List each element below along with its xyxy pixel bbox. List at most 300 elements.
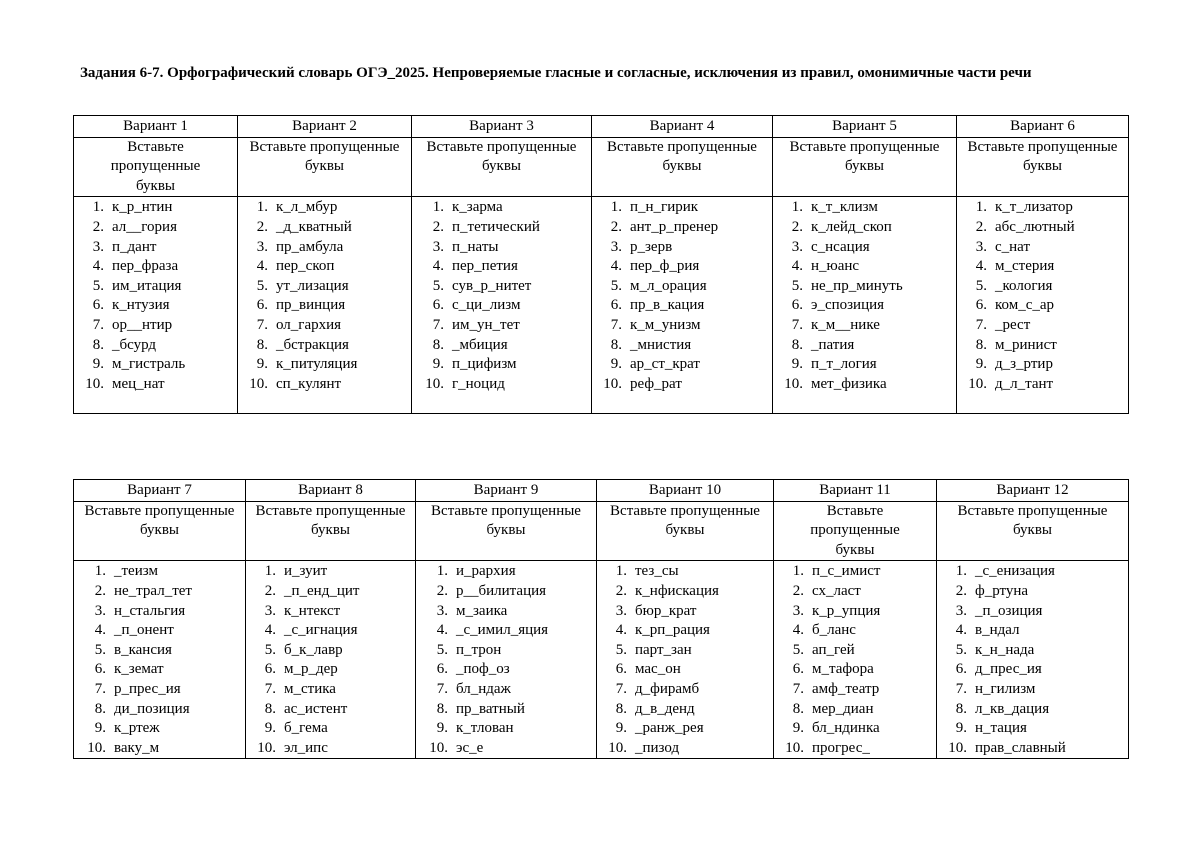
word-with-gaps: _с_имил_яция (456, 622, 549, 639)
item-number: 6. (92, 297, 104, 314)
item-number: 6. (955, 661, 967, 678)
word-with-gaps: эс_е (456, 739, 484, 756)
list-item (594, 375, 770, 395)
item-number: 9. (432, 356, 444, 373)
word-with-gaps: п_т_логия (811, 356, 877, 373)
list-item (418, 641, 594, 661)
word-with-gaps: б_гема (284, 720, 328, 737)
variant-header: Вариант 3 (412, 116, 592, 138)
list-item (414, 238, 589, 258)
item-number: 2. (256, 218, 268, 235)
list-item (240, 198, 409, 218)
item-number: 8. (92, 336, 104, 353)
item-number: 6. (975, 297, 987, 314)
list-item (248, 602, 413, 622)
word-with-gaps: и_рархия (456, 563, 516, 580)
list-item (599, 739, 771, 759)
item-number: 4. (264, 622, 276, 639)
item-number: 2. (792, 582, 804, 599)
word-with-gaps: м_тафора (812, 661, 874, 678)
item-number: 3. (791, 238, 803, 255)
item-number: 7. (94, 680, 106, 697)
word-list-cell (592, 197, 773, 414)
word-with-gaps: пр_ватный (456, 700, 525, 717)
item-number: 7. (256, 316, 268, 333)
list-item (76, 680, 243, 700)
list-item (776, 602, 934, 622)
instruction-cell: Вставьте пропущенные буквы (773, 137, 957, 197)
word-with-gaps: _теизм (114, 563, 158, 580)
word-with-gaps: ар_ст_крат (630, 356, 700, 373)
instruction-cell: Вставьте пропущенные буквы (412, 137, 592, 197)
words-row (74, 197, 1129, 414)
item-number: 9. (264, 720, 276, 737)
item-number: 9. (256, 356, 268, 373)
item-number: 1. (94, 563, 106, 580)
word-list (414, 198, 589, 394)
word-with-gaps: к_земат (114, 661, 164, 678)
word-with-gaps: им_итация (112, 277, 182, 294)
list-item (240, 238, 409, 258)
item-number: 5. (256, 277, 268, 294)
item-number: 4. (615, 622, 627, 639)
item-number: 10. (608, 739, 627, 756)
word-with-gaps: мец_нат (112, 375, 165, 392)
list-item (248, 700, 413, 720)
list-item (939, 621, 1126, 641)
instruction-cell: Вставьте пропущенные буквы (246, 501, 416, 561)
list-item (594, 336, 770, 356)
word-list-cell (238, 197, 412, 414)
list-item (414, 375, 589, 395)
item-number: 4. (94, 622, 106, 639)
item-number: 5. (610, 277, 622, 294)
list-item (775, 375, 954, 395)
item-number: 8. (436, 700, 448, 717)
list-item (76, 700, 243, 720)
list-item (76, 296, 235, 316)
item-number: 4. (436, 622, 448, 639)
item-number: 8. (264, 700, 276, 717)
item-number: 1. (436, 563, 448, 580)
list-item (76, 198, 235, 218)
list-item (775, 277, 954, 297)
variant-header: Вариант 6 (957, 116, 1129, 138)
list-item (959, 238, 1126, 258)
word-list-cell (773, 197, 957, 414)
item-number: 7. (92, 316, 104, 333)
list-item (418, 700, 594, 720)
list-item (240, 218, 409, 238)
word-with-gaps: пр_амбула (276, 238, 344, 255)
list-item (939, 680, 1126, 700)
word-with-gaps: _пизод (635, 739, 680, 756)
word-with-gaps: пер_ф_рия (630, 258, 700, 275)
item-number: 5. (791, 277, 803, 294)
word-with-gaps: пр_винция (276, 297, 346, 314)
word-with-gaps: бюр_крат (635, 602, 697, 619)
word-with-gaps: _кология (995, 277, 1053, 294)
word-with-gaps: с_ци_лизм (452, 297, 521, 314)
item-number: 1. (792, 563, 804, 580)
word-with-gaps: к_р_нтин (112, 199, 173, 216)
item-number: 3. (256, 238, 268, 255)
word-with-gaps: к_тлован (456, 720, 514, 737)
variant-header: Вариант 1 (74, 116, 238, 138)
list-item (939, 700, 1126, 720)
word-list (939, 562, 1126, 758)
word-list (599, 562, 771, 758)
list-item (418, 660, 594, 680)
item-number: 5. (432, 277, 444, 294)
word-with-gaps: амф_театр (812, 680, 880, 697)
word-with-gaps: бл_ндинка (812, 720, 880, 737)
word-list (76, 562, 243, 758)
item-number: 9. (436, 720, 448, 737)
word-with-gaps: г_ноцид (452, 375, 505, 392)
list-item (418, 602, 594, 622)
list-item (414, 355, 589, 375)
list-item (594, 218, 770, 238)
word-with-gaps: н_гилизм (975, 680, 1036, 697)
word-with-gaps: абс_лютный (995, 218, 1075, 235)
word-list (775, 198, 954, 394)
word-with-gaps: в_кансия (114, 641, 172, 658)
list-item (939, 582, 1126, 602)
word-with-gaps: п_н_гирик (630, 199, 699, 216)
list-item (776, 562, 934, 582)
item-number: 8. (955, 700, 967, 717)
variant-header: Вариант 5 (773, 116, 957, 138)
word-with-gaps: ут_лизация (276, 277, 349, 294)
word-with-gaps: мет_физика (811, 375, 887, 392)
item-number: 2. (432, 218, 444, 235)
word-with-gaps: не_трал_тет (114, 582, 192, 599)
variant-header: Вариант 11 (774, 480, 937, 502)
item-number: 8. (975, 336, 987, 353)
word-with-gaps: ол_гархия (276, 316, 342, 333)
list-item (776, 582, 934, 602)
word-with-gaps: ант_р_пренер (630, 218, 719, 235)
word-with-gaps: бл_ндаж (456, 680, 511, 697)
word-with-gaps: м_ринист (995, 336, 1057, 353)
word-list-cell (416, 561, 597, 759)
variant-header: Вариант 9 (416, 480, 597, 502)
word-with-gaps: _ранж_рея (635, 720, 704, 737)
item-number: 3. (94, 602, 106, 619)
item-number: 1. (610, 199, 622, 216)
word-with-gaps: п_с_имист (812, 563, 881, 580)
variants-table-2 (73, 479, 1129, 759)
item-number: 5. (436, 641, 448, 658)
item-number: 5. (975, 277, 987, 294)
item-number: 2. (955, 582, 967, 599)
word-with-gaps: р_зерв (630, 238, 673, 255)
word-with-gaps: п_трон (456, 641, 502, 658)
list-item (775, 336, 954, 356)
item-number: 3. (92, 238, 104, 255)
word-list (240, 198, 409, 394)
header-row (74, 480, 1129, 502)
item-number: 2. (615, 582, 627, 599)
word-with-gaps: в_ндал (975, 622, 1020, 639)
word-with-gaps: к_нтузия (112, 297, 170, 314)
item-number: 10. (425, 375, 444, 392)
word-with-gaps: к_нфискация (635, 582, 719, 599)
list-item (776, 700, 934, 720)
word-with-gaps: м_стерия (995, 258, 1055, 275)
word-with-gaps: сп_кулянт (276, 375, 342, 392)
list-item (776, 719, 934, 739)
variant-header: Вариант 12 (937, 480, 1129, 502)
item-number: 2. (791, 218, 803, 235)
item-number: 9. (792, 720, 804, 737)
item-number: 8. (610, 336, 622, 353)
word-with-gaps: к_питуляция (276, 356, 358, 373)
item-number: 9. (610, 356, 622, 373)
word-with-gaps: н_стальгия (114, 602, 186, 619)
list-item (248, 582, 413, 602)
instruction-cell: Вставьте пропущенные буквы (957, 137, 1129, 197)
list-item (240, 277, 409, 297)
word-with-gaps: _мнистия (630, 336, 692, 353)
word-with-gaps: с_нат (995, 238, 1031, 255)
item-number: 4. (975, 258, 987, 275)
word-list-cell (412, 197, 592, 414)
item-number: 1. (92, 199, 104, 216)
list-item (959, 375, 1126, 395)
item-number: 5. (792, 641, 804, 658)
list-item (248, 660, 413, 680)
word-with-gaps: к_нтекст (284, 602, 341, 619)
item-number: 1. (955, 563, 967, 580)
item-number: 10. (603, 375, 622, 392)
word-with-gaps: р__билитация (456, 582, 547, 599)
list-item (76, 375, 235, 395)
word-with-gaps: и_зуит (284, 563, 328, 580)
list-item (248, 562, 413, 582)
item-number: 6. (615, 661, 627, 678)
item-number: 2. (92, 218, 104, 235)
list-item (939, 641, 1126, 661)
item-number: 7. (436, 680, 448, 697)
list-item (959, 218, 1126, 238)
list-item (414, 218, 589, 238)
word-with-gaps: _д_кватный (276, 218, 352, 235)
list-item (599, 700, 771, 720)
word-with-gaps: п_дант (112, 238, 157, 255)
list-item (599, 680, 771, 700)
item-number: 5. (94, 641, 106, 658)
item-number: 1. (975, 199, 987, 216)
list-item (939, 562, 1126, 582)
list-item (76, 660, 243, 680)
item-number: 6. (610, 297, 622, 314)
word-with-gaps: _мбиция (452, 336, 508, 353)
list-item (418, 680, 594, 700)
instruction-cell: Вставьте пропущенные буквы (774, 501, 937, 561)
list-item (248, 719, 413, 739)
item-number: 8. (792, 700, 804, 717)
word-with-gaps: м_л_орация (630, 277, 707, 294)
item-number: 6. (256, 297, 268, 314)
variant-header: Вариант 8 (246, 480, 416, 502)
list-item (939, 739, 1126, 759)
word-list (418, 562, 594, 758)
word-with-gaps: ком_с_ар (995, 297, 1055, 314)
word-list-cell (74, 197, 238, 414)
word-with-gaps: д_з_ртир (995, 356, 1053, 373)
item-number: 9. (975, 356, 987, 373)
word-list (76, 198, 235, 394)
list-item (775, 218, 954, 238)
word-with-gaps: мер_диан (812, 700, 874, 717)
word-with-gaps: к_т_клизм (811, 199, 878, 216)
word-list (776, 562, 934, 758)
list-item (418, 719, 594, 739)
instruction-cell: Вставьте пропущенные буквы (416, 501, 597, 561)
list-item (599, 621, 771, 641)
list-item (248, 641, 413, 661)
item-number: 3. (610, 238, 622, 255)
word-with-gaps: п_тетический (452, 218, 540, 235)
list-item (240, 355, 409, 375)
item-number: 9. (92, 356, 104, 373)
word-with-gaps: им_ун_тет (452, 316, 520, 333)
word-with-gaps: л_кв_дация (975, 700, 1050, 717)
list-item (594, 198, 770, 218)
list-item (775, 296, 954, 316)
instruction-row (74, 501, 1129, 561)
word-with-gaps: прогрес_ (812, 739, 870, 756)
word-with-gaps: к_л_мбур (276, 199, 338, 216)
word-with-gaps: сх_ласт (812, 582, 861, 599)
item-number: 7. (955, 680, 967, 697)
item-number: 3. (955, 602, 967, 619)
item-number: 10. (784, 375, 803, 392)
list-item (599, 582, 771, 602)
list-item (414, 198, 589, 218)
list-item (776, 621, 934, 641)
word-with-gaps: д_л_тант (995, 375, 1054, 392)
word-with-gaps: м_гистраль (112, 356, 186, 373)
list-item (594, 296, 770, 316)
item-number: 1. (615, 563, 627, 580)
word-with-gaps: пр_в_кация (630, 297, 705, 314)
item-number: 3. (264, 602, 276, 619)
word-with-gaps: п_наты (452, 238, 499, 255)
list-item (776, 641, 934, 661)
item-number: 10. (948, 739, 967, 756)
item-number: 6. (792, 661, 804, 678)
list-item (959, 257, 1126, 277)
list-item (76, 257, 235, 277)
item-number: 3. (792, 602, 804, 619)
list-item (594, 238, 770, 258)
item-number: 9. (955, 720, 967, 737)
item-number: 1. (432, 199, 444, 216)
list-item (414, 316, 589, 336)
list-item (599, 719, 771, 739)
item-number: 4. (256, 258, 268, 275)
list-item (240, 316, 409, 336)
item-number: 4. (792, 622, 804, 639)
item-number: 7. (615, 680, 627, 697)
list-item (240, 375, 409, 395)
list-item (76, 582, 243, 602)
list-item (959, 296, 1126, 316)
list-item (959, 355, 1126, 375)
list-item (599, 660, 771, 680)
list-item (76, 739, 243, 759)
item-number: 7. (432, 316, 444, 333)
word-with-gaps: ф_ртуна (975, 582, 1029, 599)
list-item (414, 257, 589, 277)
word-with-gaps: _бсурд (112, 336, 157, 353)
list-item (418, 739, 594, 759)
word-with-gaps: д_прес_ия (975, 661, 1042, 678)
word-with-gaps: б_к_лавр (284, 641, 343, 658)
item-number: 8. (94, 700, 106, 717)
item-number: 1. (791, 199, 803, 216)
item-number: 8. (791, 336, 803, 353)
list-item (939, 719, 1126, 739)
item-number: 5. (264, 641, 276, 658)
word-with-gaps: тез_сы (635, 563, 679, 580)
list-item (76, 719, 243, 739)
item-number: 2. (610, 218, 622, 235)
word-with-gaps: _бстракция (276, 336, 349, 353)
word-with-gaps: _с_енизация (975, 563, 1055, 580)
instruction-cell: Вставьте пропущенные буквы (238, 137, 412, 197)
word-with-gaps: к_зарма (452, 199, 503, 216)
item-number: 7. (975, 316, 987, 333)
item-number: 6. (94, 661, 106, 678)
word-list-cell (774, 561, 937, 759)
item-number: 3. (436, 602, 448, 619)
word-with-gaps: ап_гей (812, 641, 855, 658)
variant-header: Вариант 10 (597, 480, 774, 502)
list-item (240, 296, 409, 316)
word-with-gaps: мас_он (635, 661, 681, 678)
item-number: 6. (436, 661, 448, 678)
list-item (240, 336, 409, 356)
word-list (594, 198, 770, 394)
list-item (76, 602, 243, 622)
item-number: 7. (264, 680, 276, 697)
word-with-gaps: пер_скоп (276, 258, 335, 275)
item-number: 10. (249, 375, 268, 392)
instruction-cell: Вставьте пропущенные буквы (74, 501, 246, 561)
word-list-cell (74, 561, 246, 759)
item-number: 10. (785, 739, 804, 756)
list-item (594, 257, 770, 277)
word-with-gaps: _п_озиция (975, 602, 1043, 619)
list-item (775, 198, 954, 218)
item-number: 2. (975, 218, 987, 235)
word-with-gaps: ор__нтир (112, 316, 173, 333)
word-with-gaps: сув_р_нитет (452, 277, 532, 294)
list-item (599, 641, 771, 661)
list-item (76, 238, 235, 258)
word-with-gaps: парт_зан (635, 641, 692, 658)
words-row (74, 561, 1129, 759)
word-with-gaps: р_прес_ия (114, 680, 181, 697)
item-number: 5. (955, 641, 967, 658)
list-item (959, 277, 1126, 297)
instruction-cell: Вставьте пропущенные буквы (592, 137, 773, 197)
list-item (76, 641, 243, 661)
